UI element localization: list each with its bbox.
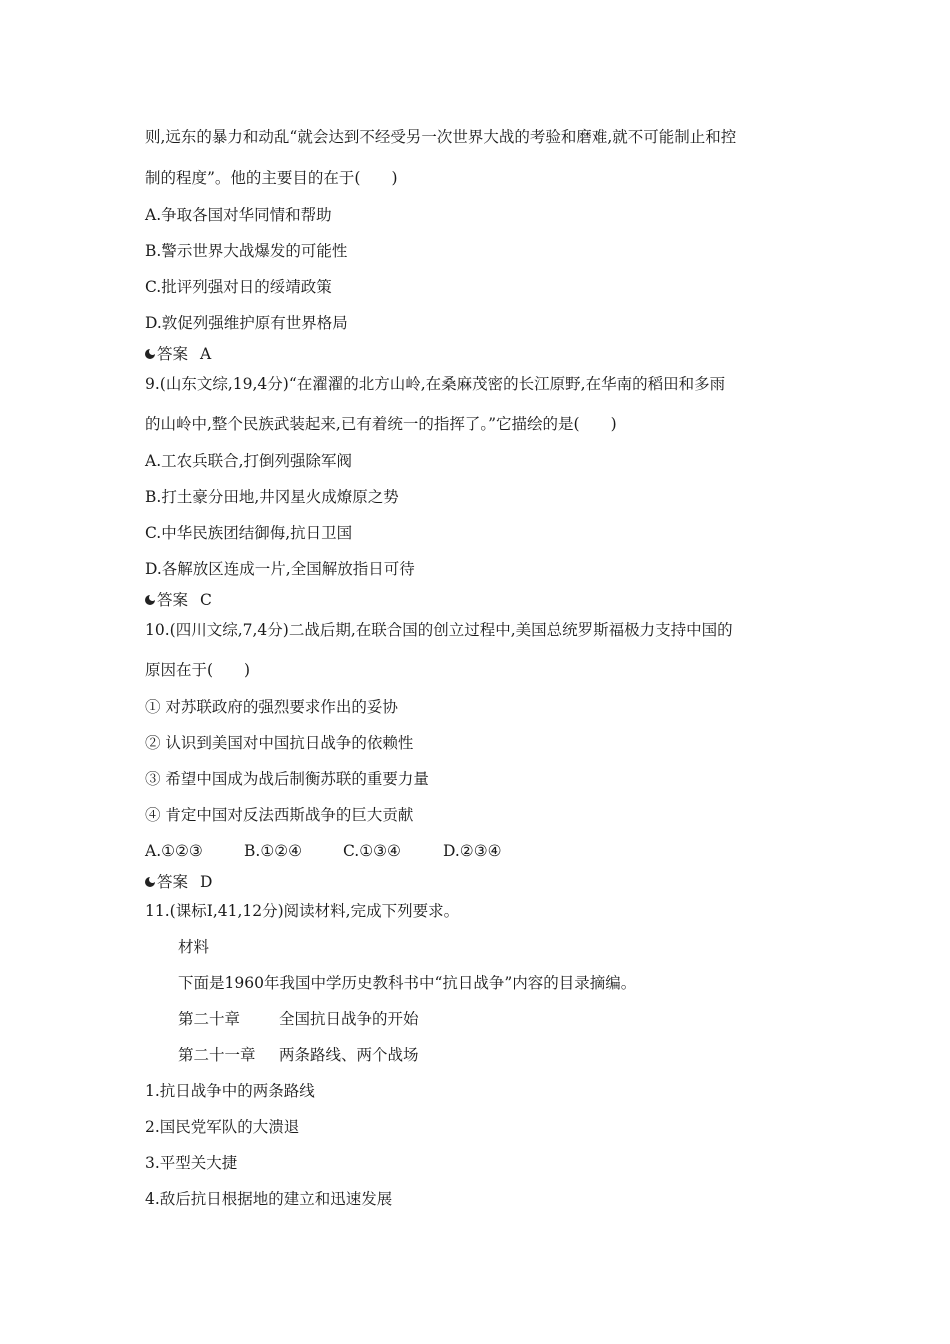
q11-material-intro: 下面是1960年我国中学历史教科书中“抗日战争”内容的目录摘编。: [178, 974, 637, 992]
q10-item-3: ③ 希望中国成为战后制衡苏联的重要力量: [145, 770, 429, 788]
q10-stem-line1: 10.(四川文综,7,4分)二战后期,在联合国的创立过程中,美国总统罗斯福极力支持中国的: [145, 621, 733, 639]
answer-label: 答案: [157, 591, 189, 609]
answer-marker-icon: [145, 349, 155, 359]
q10-item-4: ④ 肯定中国对反法西斯战争的巨大贡献: [145, 806, 414, 824]
q8-stem-line1: 则,远东的暴力和动乱“就会达到不经受另一次世界大战的考验和磨难,就不可能制止和控: [145, 128, 737, 146]
q11-chapter-row-2: [178, 1045, 478, 1065]
q8-stem-line2: 制的程度”。他的主要目的在于( ): [145, 169, 398, 187]
q9-option-d: D.各解放区连成一片,全国解放指日可待: [145, 560, 415, 578]
q10-choices: [145, 841, 565, 861]
q8-answer: [145, 344, 211, 364]
chapter-title: 全国抗日战争的开始: [279, 1010, 419, 1028]
q10-choice-a: A.①②③: [145, 842, 203, 860]
q11-stem: 11.(课标Ⅰ,41,12分)阅读材料,完成下列要求。: [145, 902, 460, 920]
q9-answer: [145, 590, 212, 610]
q10-answer: [145, 872, 212, 892]
q10-choice-c: C.①③④: [343, 842, 401, 860]
q9-option-c: C.中华民族团结御侮,抗日卫国: [145, 524, 353, 542]
q8-option-c: C.批评列强对日的绥靖政策: [145, 278, 332, 296]
chapter-number: 第二十章: [178, 1010, 241, 1028]
answer-marker-icon: [145, 877, 155, 887]
answer-marker-icon: [145, 595, 155, 605]
q10-choice-d: D.②③④: [443, 842, 502, 860]
q9-option-b: B.打土豪分田地,井冈星火成燎原之势: [145, 488, 399, 506]
answer-label: 答案: [157, 873, 189, 891]
q9-option-a: A.工农兵联合,打倒列强除军阀: [145, 452, 353, 470]
answer-value: A: [200, 345, 212, 363]
answer-label: 答案: [157, 345, 189, 363]
q11-section-3: 3.平型关大捷: [145, 1154, 238, 1172]
q8-option-b: B.警示世界大战爆发的可能性: [145, 242, 348, 260]
q9-stem-line2: 的山岭中,整个民族武装起来,已有着统一的指挥了。”它描绘的是( ): [145, 415, 617, 433]
q8-option-d: D.敦促列强维护原有世界格局: [145, 314, 348, 332]
chapter-number: 第二十一章: [178, 1046, 256, 1064]
answer-value: C: [200, 591, 212, 609]
q8-option-a: A.争取各国对华同情和帮助: [145, 206, 332, 224]
chapter-title: 两条路线、两个战场: [279, 1046, 419, 1064]
q11-section-1: 1.抗日战争中的两条路线: [145, 1082, 315, 1100]
q9-stem-line1: 9.(山东文综,19,4分)“在濯濯的北方山岭,在桑麻茂密的长江原野,在华南的稻田和多雨: [145, 375, 726, 393]
answer-value: D: [200, 873, 213, 891]
q11-section-2: 2.国民党军队的大溃退: [145, 1118, 300, 1136]
q11-section-4: 4.敌后抗日根据地的建立和迅速发展: [145, 1190, 393, 1208]
q10-item-2: ② 认识到美国对中国抗日战争的依赖性: [145, 734, 414, 752]
q10-choice-b: B.①②④: [244, 842, 303, 860]
q10-stem-line2: 原因在于( ): [145, 661, 251, 679]
q10-item-1: ① 对苏联政府的强烈要求作出的妥协: [145, 698, 398, 716]
q11-chapter-row-1: [178, 1009, 478, 1029]
q11-material-label: 材料: [178, 938, 210, 956]
